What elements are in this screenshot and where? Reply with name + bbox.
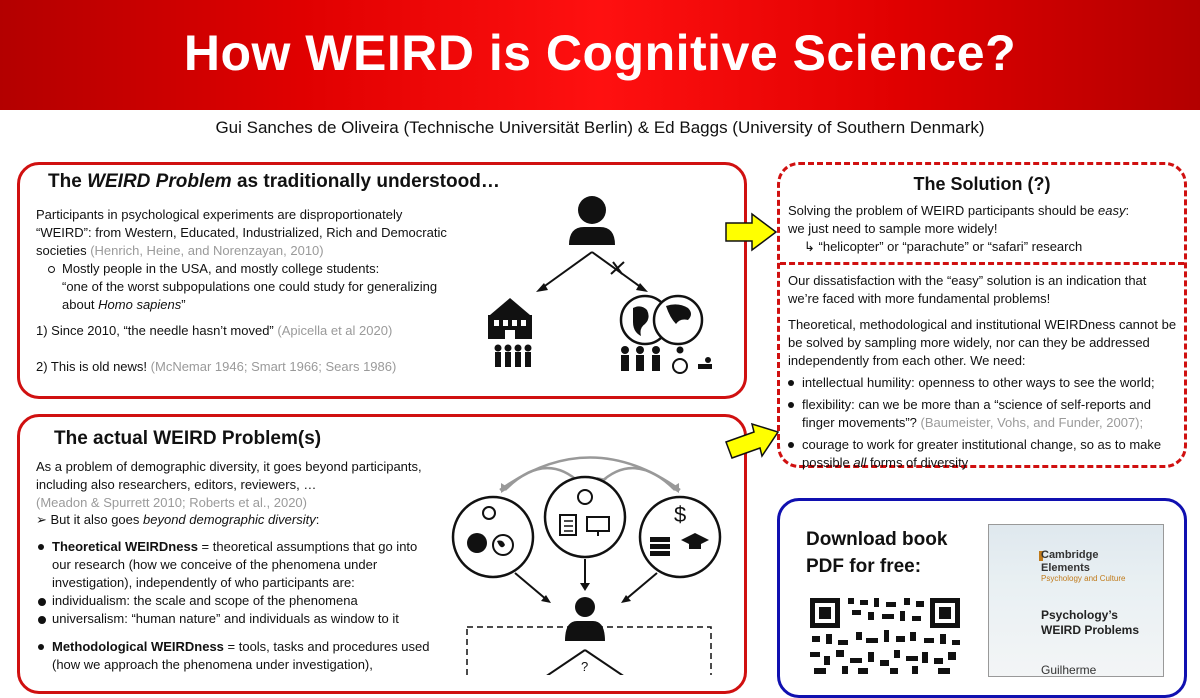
- authors-line: Gui Sanches de Oliveira (Technische Universität Berlin) & Ed Baggs (University of Southern Denmark): [215, 118, 985, 137]
- actual-intro: As a problem of demographic diversity, it goes beyond participants, including also researchers, editors, reviewers, … (Meadon & Spurrett 2010; Roberts et al., 2020): [36, 459, 422, 510]
- traditional-intro: Participants in psychological experiments are disproportionately “WEIRD”: from Western, Educated, Industrialized, Rich and Democratic societies (Henrich, Heine, and Norenzayan, 2010): [36, 207, 447, 258]
- weirdness-cycle-diagram: [445, 445, 735, 675]
- actual-panel-heading: The actual WEIRD Problem(s): [54, 428, 322, 449]
- svg-text:$: $: [674, 502, 687, 527]
- diverse-people-icon: [621, 346, 712, 373]
- traditional-point-2: 2) This is old news! (McNemar 1946; Smart 1966; Sears 1986): [36, 359, 397, 374]
- book-cover[interactable]: [988, 524, 1164, 677]
- book-cover-author: Guilherme: [1041, 663, 1097, 677]
- person-icon: [569, 196, 615, 245]
- book-cover-title: Psychology’s WEIRD Problems: [1041, 608, 1140, 637]
- solution-needs-list: [786, 374, 1171, 472]
- book-cover-series: Cambridge Elements: [1041, 549, 1099, 574]
- theory-circle: [453, 497, 533, 577]
- need-courage: courage to work for greater institutional change, so as to make possible all forms of diversity: [786, 436, 1171, 472]
- person-icon: [565, 597, 605, 641]
- traditional-point-1: 1) Since 2010, “the needle hasn’t moved” (Apicella et al 2020): [36, 323, 393, 338]
- university-icon: [488, 298, 532, 339]
- globe-icon: [621, 296, 702, 344]
- download-text: Download book PDF for free:: [806, 529, 948, 577]
- solution-easy-text: Solving the problem of WEIRD participants should be easy: we just need to sample more widely! ↳ “helicopter” or “parachute” or “safari” research: [788, 203, 1130, 254]
- traditional-sampling-diagram: [470, 190, 740, 390]
- institution-circle: [640, 497, 720, 577]
- individualism-subitem: individualism: the scale and scope of the phenomena: [36, 592, 436, 610]
- methodological-weirdness-item: Methodological WEIRDness = tools, tasks and procedures used (how we approach the phenomena under investigation),: [36, 638, 436, 674]
- need-humility: intellectual humility: openness to other ways to see the world;: [786, 374, 1171, 392]
- need-flexibility: flexibility: can we be more than a “science of self-reports and finger movements”? (Baumeister, Vohs, and Funder, 2007);: [786, 396, 1171, 432]
- theoretical-weirdness-item: Theoretical WEIRDness = theoretical assumptions that go into our research (how we conceive of the phenomena under investigation), independently of who participants are: individualism: the scale and scope of the phenomena universalism: “human nature” and individuals as window to it: [36, 538, 436, 628]
- solution-dissatisfaction-text: Our dissatisfaction with the “easy” solution is an indication that we’re faced with more fundamental problems!: [788, 273, 1147, 306]
- beyond-diversity-line: ➢ But it also goes beyond demographic diversity:: [36, 512, 320, 527]
- arrow-to-solution-2: [724, 420, 780, 464]
- solution-heading: The Solution (?): [913, 174, 1051, 194]
- students-icon: [495, 345, 532, 368]
- method-circle: [545, 477, 625, 557]
- traditional-bullet-usa: Mostly people in the USA, and mostly college students: “one of the worst subpopulations one could study for generalizing about Homo sapiens”: [36, 260, 456, 314]
- traditional-bullets: [36, 260, 456, 314]
- solution-divider: [780, 262, 1184, 265]
- book-cover-subseries: Psychology and Culture: [1041, 574, 1126, 583]
- question-mark: ?: [581, 659, 589, 674]
- poster-title: How WEIRD is Cognitive Science?: [183, 25, 1017, 81]
- universalism-subitem: universalism: “human nature” and individuals as window to it: [36, 610, 436, 628]
- arrow-to-solution-1: [724, 212, 780, 252]
- traditional-panel-heading: The WEIRD Problem as traditionally understood…: [48, 171, 500, 192]
- qr-code[interactable]: [808, 596, 962, 675]
- solution-needs-text: Theoretical, methodological and institutional WEIRDness cannot be be solved by sampling more widely, nor can they be addressed independently from each other. We need:: [788, 317, 1177, 368]
- weirdness-list: [36, 538, 436, 674]
